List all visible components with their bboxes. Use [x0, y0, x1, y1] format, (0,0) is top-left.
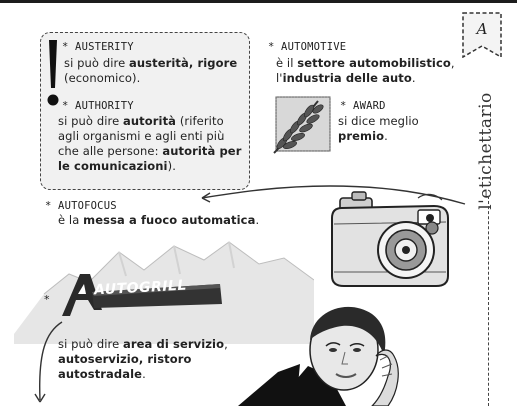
award-line1: si dice meglio	[338, 114, 419, 128]
automotive-line1-post: ,	[450, 56, 455, 70]
award-line2-post: .	[384, 129, 388, 143]
woman-portrait	[238, 300, 408, 406]
authority-line1-post: (riferito	[176, 114, 224, 128]
autofocus-line1-text: è la	[58, 213, 84, 227]
camera-icon	[326, 188, 454, 292]
autogrill-logo-text: AUTOGRILL	[93, 277, 188, 299]
side-label	[466, 92, 506, 210]
side-dashed-line	[488, 196, 489, 406]
autogrill-bullet: *	[44, 293, 50, 306]
autogrill-line1-bold: area di servizio	[123, 337, 225, 351]
automotive-line2-text: l'	[276, 71, 283, 85]
autogrill-line3-post: .	[142, 367, 146, 381]
austerity-definition	[64, 56, 237, 86]
authority-line2: agli organismi e agli enti più	[58, 129, 225, 143]
automotive-line2-post: .	[411, 71, 416, 85]
autogrill-line1-text: si può dire	[58, 337, 124, 351]
authority-line4-bold: le comunicazioni	[58, 159, 168, 173]
top-rule	[0, 0, 517, 3]
autofocus-term: * AUTOFOCUS	[45, 200, 117, 212]
authority-line3-bold: autorità per	[162, 144, 242, 158]
authority-line1-text: si può dire	[58, 114, 124, 128]
austerity-line2: (economico).	[64, 71, 141, 85]
down-arrow	[28, 318, 68, 406]
award-term: * AWARD	[340, 100, 386, 112]
authority-term: * AUTHORITY	[62, 100, 134, 112]
automotive-term: * AUTOMOTIVE	[268, 41, 347, 53]
side-label-text: l'etichettario	[476, 92, 496, 210]
autofocus-line1-bold: messa a fuoco automatica	[83, 213, 256, 227]
autogrill-definition	[58, 337, 228, 382]
award-definition	[338, 114, 419, 144]
austerity-line1-bold: austerità, rigore	[129, 56, 238, 70]
award-line2-bold: premio	[338, 129, 385, 143]
autogrill-line1-post: ,	[224, 337, 228, 351]
austerity-line1-text: si può dire	[64, 56, 130, 70]
exclamation-icon	[44, 38, 62, 110]
autogrill-line2-bold: autoservizio, ristoro	[58, 352, 192, 366]
automotive-line1-bold: settore automobilistico	[297, 56, 451, 70]
automotive-line2-bold: industria delle auto	[282, 71, 412, 85]
letter-tab	[462, 12, 502, 58]
automotive-definition	[276, 56, 455, 86]
authority-line1-bold: autorità	[123, 114, 177, 128]
tab-letter: A	[476, 20, 488, 38]
autofocus-line1-post: .	[255, 213, 260, 227]
austerity-term: * AUSTERITY	[62, 41, 134, 53]
authority-line4-post: ).	[167, 159, 176, 173]
autogrill-line3-bold: autostradale	[58, 367, 143, 381]
laurel-award-icon	[268, 95, 334, 157]
authority-line3-text: che alle persone:	[58, 144, 163, 158]
authority-definition	[58, 114, 248, 174]
automotive-line1-text: è il	[276, 56, 298, 70]
